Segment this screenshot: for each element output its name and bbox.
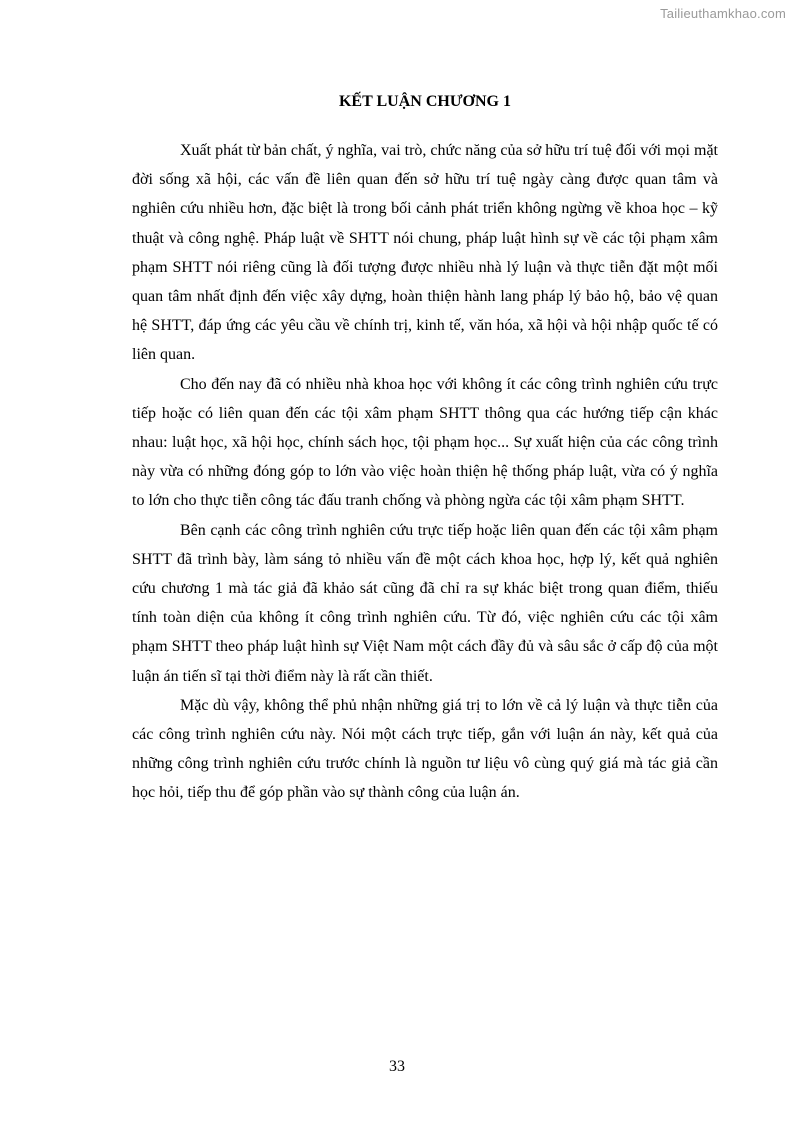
watermark-text: Tailieuthamkhao.com [660, 6, 786, 21]
paragraph-3: Bên cạnh các công trình nghiên cứu trực tiếp hoặc liên quan đến các tội xâm phạm SHTT đã trình bày, làm sáng tỏ nhiều vấn đề một cách khoa học, hợp lý, kết quả nghiên cứu chương 1 mà tác giả đã khảo sát cũng đã chỉ ra sự khác biệt trong quan điểm, thiếu tính toàn diện của không ít công trình nghiên cứu. Từ đó, việc nghiên cứu các tội xâm phạm SHTT theo pháp luật hình sự Việt Nam một cách đầy đủ và sâu sắc ở cấp độ của một luận án tiến sĩ tại thời điểm này là rất cần thiết. [132, 521, 718, 685]
page-number: 33 [389, 1058, 405, 1075]
paragraph-1: Xuất phát từ bản chất, ý nghĩa, vai trò, chức năng của sở hữu trí tuệ đối với mọi mặt đời sống xã hội, các vấn đề liên quan đến sở hữu trí tuệ ngày càng được quan tâm và nghiên cứu nhiều hơn, đặc biệt là trong bối cảnh phát triển không ngừng về khoa học – kỹ thuật và công nghệ. Pháp luật về SHTT nói chung, pháp luật hình sự về các tội phạm xâm phạm SHTT nói riêng cũng là đối tượng được nhiều nhà lý luận và thực tiễn đặt một mối quan tâm nhất định đến việc xây dựng, hoàn thiện hành lang pháp lý bảo hộ, bảo vệ quan hệ SHTT, đáp ứng các yêu cầu về chính trị, kinh tế, văn hóa, xã hội và hội nhập quốc tế có liên quan. [132, 142, 718, 364]
paragraph-2: Cho đến nay đã có nhiều nhà khoa học với không ít các công trình nghiên cứu trực tiếp hoặc có liên quan đến các tội xâm phạm SHTT thông qua các hướng tiếp cận khác nhau: luật học, xã hội học, chính sách học, tội phạm học... Sự xuất hiện của các công trình này vừa có những đóng góp to lớn vào việc hoàn thiện hệ thống pháp luật, vừa có ý nghĩa to lớn cho thực tiễn công tác đấu tranh chống và phòng ngừa các tội xâm phạm SHTT. [132, 375, 718, 510]
page-body [132, 92, 718, 808]
paragraph-4: Mặc dù vậy, không thể phủ nhận những giá trị to lớn về cả lý luận và thực tiễn của các công trình nghiên cứu này. Nói một cách trực tiếp, gắn với luận án này, kết quả của những công trình nghiên cứu trước chính là nguồn tư liệu vô cùng quý giá mà tác giả cần học hỏi, tiếp thu để góp phần vào sự thành công của luận án. [132, 696, 718, 802]
chapter-conclusion-heading: KẾT LUẬN CHƯƠNG 1 [338, 93, 511, 110]
